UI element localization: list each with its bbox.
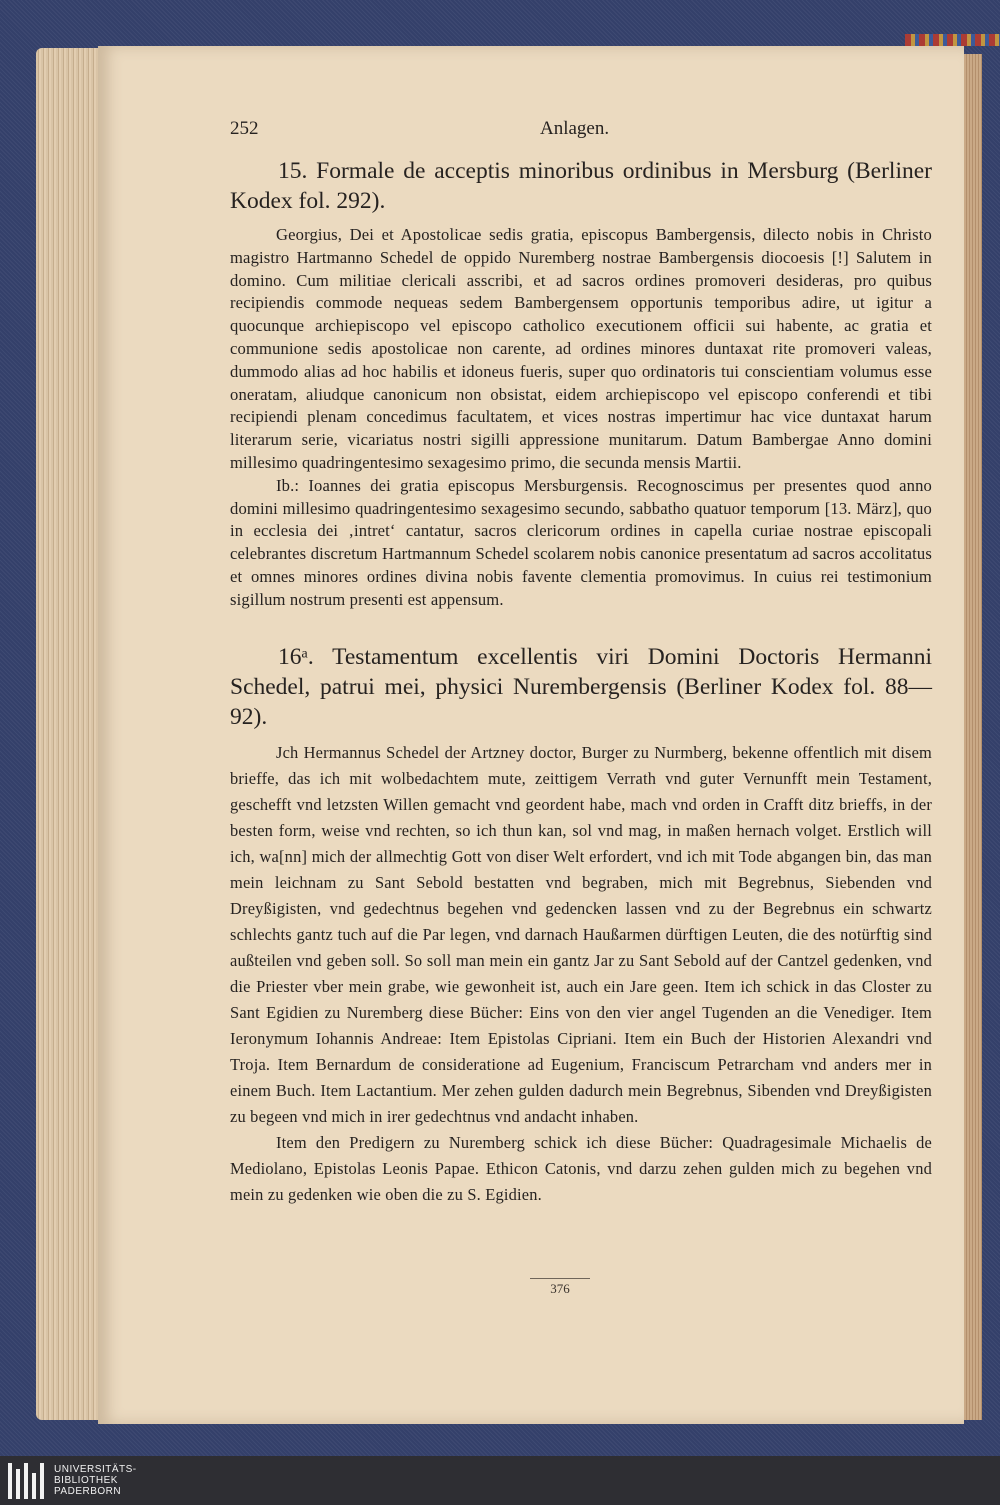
library-logo-line-3: PADERBORN [54,1486,122,1497]
running-title: Anlagen. [540,118,610,139]
bookmark-ribbon [905,34,1000,46]
section-16-heading: 16ᵃ. Testamentum excellentis viri Domini Doctoris Hermanni Schedel, patrui mei, physici Nurembergensis (Berliner Kodex fol. 88—92). [230,643,932,730]
section-16-paragraph-1: Jch Hermannus Schedel der Artzney doctor, Burger zu Nurmberg, bekenne offentlich mit disem brieffe, das ich mit wolbedachtem mute, zeittigem Verrath vnd guter Vernunfft mein Testament, geschefft vnd letzsten Willen gemacht vnd geordent habe, mach vnd orden in Crafft ditz brieffs, in der besten form, weise vnd rechten, so ich thun kan, sol vnd mag, in maßen hernach volget. Erstlich will ich, wa[nn] mich der allmechtig Gott von diser Welt erfordert, vnd ich mit Tode abgangen bin, das man mein leichnam zu Sant Sebold bestatten vnd begraben, mich mit Begrebnus, Siebenden vnd Dreyßigisten, vnd gedechtnus begehen vnd gedencken lassen vnd zu der Begrebnus ein schwartz schlechts gantz tuch auf die Par legen, vnd darnach Haußarmen dürftigen Leuten, die des notürftig sind außteilen vnd geben soll. So soll man mein ein gantz Jar zu Sant Sebold auf der Cantzel gedenken, vnd die Priester vber mein grabe, wie gewonheit ist, auch ein Jare geen. Item ich schick in das Closter zu Sant Egidien zu Nuremberg diese Bücher: Eins von den vier angel Tugenden an die Venediger. Item Ieronymum Iohannis Andreae: Item Epistolas Cipriani. Item ein Buch der Historien Alexandri vnd Troja. Item Bernardum de consideratione ad Eugenium, Franciscum Petrarcham vnd anders mer in einem Buch. Item Lactantium. Mer zehen gulden dadurch mein Begrebnus, Sibenden vnd Dreyßigisten zu begeen vnd mich in irer gedechtnus vnd andacht inhaben. [230,742,932,1126]
library-logo-line-2: BIBLIOTHEK [54,1475,118,1486]
library-logo-line-1: UNIVERSITÄTS- [54,1464,137,1475]
section-15-paragraph-2: Ib.: Ioannes dei gratia episcopus Mersburgensis. Recognoscimus per presentes quod anno domini millesimo quadringentesimo sexagesimo secundo, sabbatho quatuor temporum [13. März], quo in ecclesia dei ‚intret‘ cantatur, sacros clericorum ordines in capella curiae nostrae episcopali celebrantes discretum Hartmannum Schedel scolarem nobis canonice presentatum ad sacros accolitatus et omnes minores ordines divina nobis favente clementia promovimus. In cuius rei testimonium sigillum nostrum presenti est appensum. [230,475,932,609]
library-logo-text [54,1464,137,1497]
section-15-paragraph-1: Georgius, Dei et Apostolicae sedis gratia, episcopus Bambergensis, dilecto nobis in Christo magistro Hartmanno Schedel de oppido Nuremberg nostrae Bambergensis diocoesis [!] Salutem in domino. Cum militiae clericali asscribi, et ad sacros ordines promoveri desideras, pro quibus recipiendis commode nequeas sedem Bambergensem opportunis temporibus adire, ut igitur a quocunque archiepiscopo vel episcopo catholico executionem officii sui habente, ac gratia et communione sedis apostolicae non carente, ad ordines minores duntaxat rite promoveri valeas, dummodo alias ad hoc habilis et idoneus fueris, super quo ordinatoris tui conscientiam volumus esse oneratam, aliudque canonicum non obsistat, eidem archiepiscopo vel episcopo conferendi et tibi recipiendi plenam concedimus facultatem, et vices nostras impertimur hac vice duntaxat harum literarum serie, vicariatus nostri sigilli appressione munitarum. Datum Bambergae Anno domini millesimo quadringentesimo sexagesimo primo, die secunda mensis Martii. [230,225,932,472]
library-logo-icon [8,1463,44,1499]
running-header [230,118,932,140]
section-16-paragraph-2: Item den Predigern zu Nuremberg schick ich diese Bücher: Quadragesimale Michaelis de Mediolano, Epistolas Leonis Papae. Ethicon Catonis, vnd darzu zehen gulden mich zu begehen vnd mein zu gedenken wie oben die zu S. Egidien. [230,1132,932,1204]
page-edges-left [36,48,106,1420]
section-15-heading: 15. Formale de acceptis minoribus ordinibus in Mersburg (Berliner Kodex fol. 292). [230,158,932,214]
footer-number: 376 [530,1278,590,1297]
page-text-block [230,118,932,1208]
library-logo-bar [0,1456,1000,1505]
page-number: 252 [230,118,259,139]
page-edges-right [964,54,982,1420]
